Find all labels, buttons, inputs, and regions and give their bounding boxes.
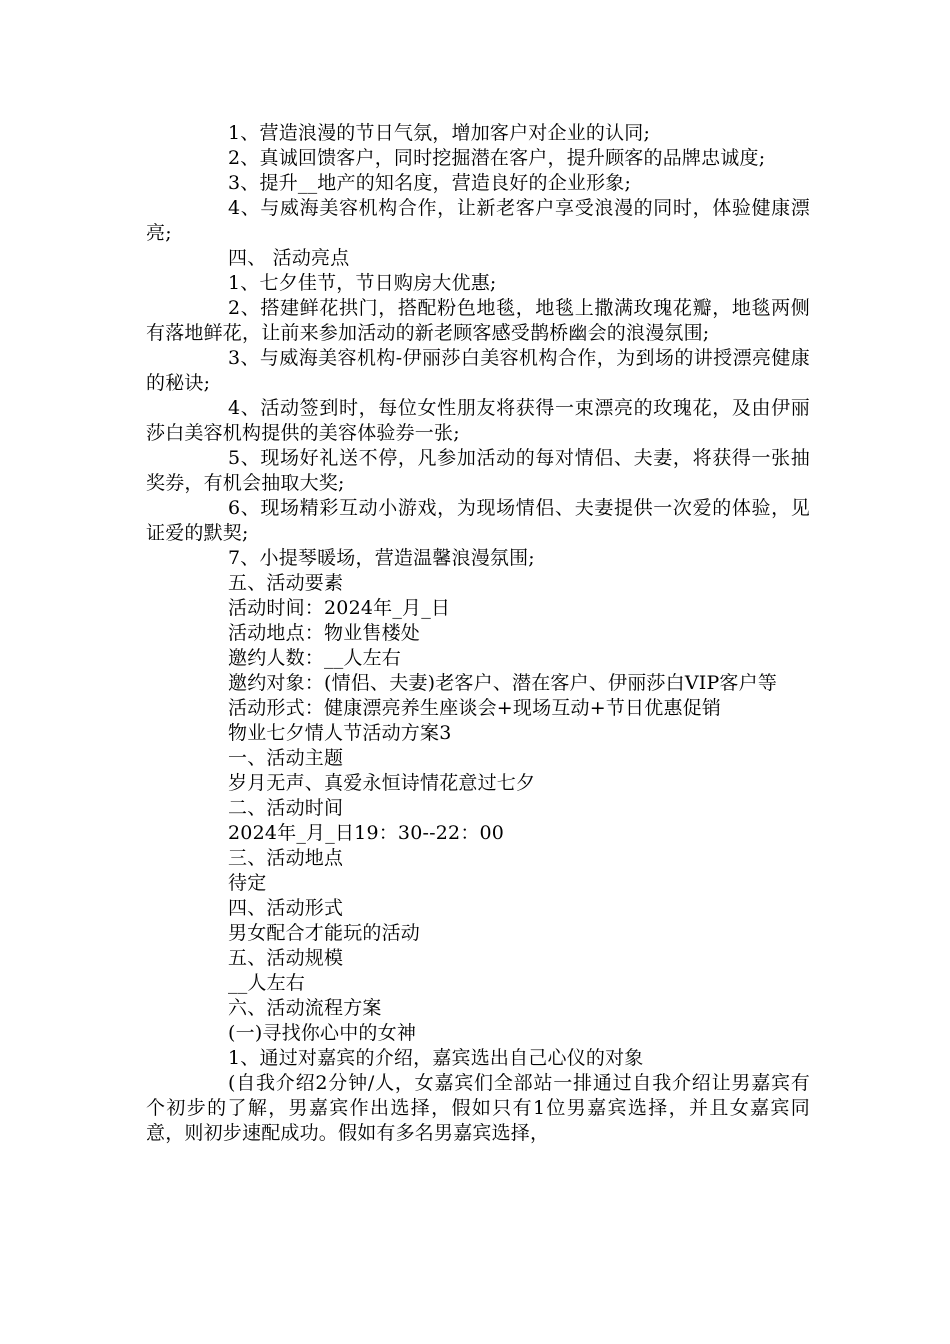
paragraph-highlight-4: 4、活动签到时，每位女性朋友将获得一束漂亮的玫瑰花，及由伊丽莎白美容机构提供的美容体验券一张;: [146, 397, 810, 444]
paragraph-goal-4: 4、与威海美容机构合作，让新老客户享受浪漫的同时，体验健康漂亮;: [146, 197, 810, 244]
section-heading-process: 六、活动流程方案: [228, 997, 382, 1019]
plan-title: 物业七夕情人节活动方案3: [228, 722, 452, 744]
section-heading-time: 二、活动时间: [228, 797, 344, 819]
paragraph-theme: 岁月无声、真爱永恒诗情花意过七夕: [228, 772, 536, 794]
section-heading-elements: 五、活动要素: [228, 572, 344, 594]
paragraph-highlight-6: 6、现场精彩互动小游戏，为现场情侣、夫妻提供一次爱的体验，见证爱的默契;: [146, 497, 810, 544]
paragraph-highlight-5: 5、现场好礼送不停，凡参加活动的每对情侣、夫妻，将获得一张抽奖券，有机会抽取大奖;: [146, 447, 810, 494]
section-heading-form: 四、活动形式: [228, 897, 344, 919]
paragraph-scale: __人左右: [228, 972, 306, 994]
paragraph-goal-2: 2、真诚回馈客户，同时挖掘潜在客户，提升顾客的品牌忠诚度;: [228, 147, 766, 169]
paragraph-activity-time: 活动时间：2024年_月_日: [228, 597, 451, 619]
paragraph-location: 待定: [228, 872, 267, 894]
subsection-heading-goddess: (一)寻找你心中的女神: [228, 1022, 417, 1044]
paragraph-highlight-7: 7、小提琴暖场，营造温馨浪漫氛围;: [228, 547, 535, 569]
paragraph-activity-location: 活动地点：物业售楼处: [228, 622, 421, 644]
paragraph-goal-1: 1、营造浪漫的节日气氛，增加客户对企业的认同;: [228, 122, 651, 144]
paragraph-invite-target: 邀约对象：(情侣、夫妻)老客户、潜在客户、伊丽莎白VIP客户等: [228, 672, 778, 694]
section-heading-location: 三、活动地点: [228, 847, 344, 869]
section-heading-highlights: 四、 活动亮点: [228, 247, 350, 269]
paragraph-activity-form: 活动形式：健康漂亮养生座谈会+现场互动+节日优惠促销: [228, 697, 722, 719]
paragraph-form: 男女配合才能玩的活动: [228, 922, 421, 944]
paragraph-process-detail: (自我介绍2分钟/人，女嘉宾们全部站一排通过自我介绍让男嘉宾有个初步的了解，男嘉宾作出选择，假如只有1位男嘉宾选择，并且女嘉宾同意，则初步速配成功。假如有多名男嘉宾选择，: [146, 1072, 810, 1144]
document-body: [146, 121, 810, 1146]
paragraph-highlight-2: 2、搭建鲜花拱门，搭配粉色地毯，地毯上撒满玫瑰花瓣，地毯两侧有落地鲜花，让前来参加活动的新老顾客感受鹊桥幽会的浪漫氛围;: [146, 297, 810, 344]
paragraph-process-1: 1、通过对嘉宾的介绍，嘉宾选出自己心仪的对象: [228, 1047, 644, 1069]
paragraph-goal-3: 3、提升__地产的知名度，营造良好的企业形象;: [228, 172, 632, 194]
paragraph-highlight-3: 3、与威海美容机构-伊丽莎白美容机构合作，为到场的讲授漂亮健康的秘诀;: [146, 347, 810, 394]
paragraph-highlight-1: 1、七夕佳节，节日购房大优惠;: [228, 272, 497, 294]
paragraph-time: 2024年_月_日19：30--22：00: [228, 822, 505, 844]
section-heading-theme: 一、活动主题: [228, 747, 344, 769]
section-heading-scale: 五、活动规模: [228, 947, 344, 969]
paragraph-invite-count: 邀约人数：__人左右: [228, 647, 402, 669]
